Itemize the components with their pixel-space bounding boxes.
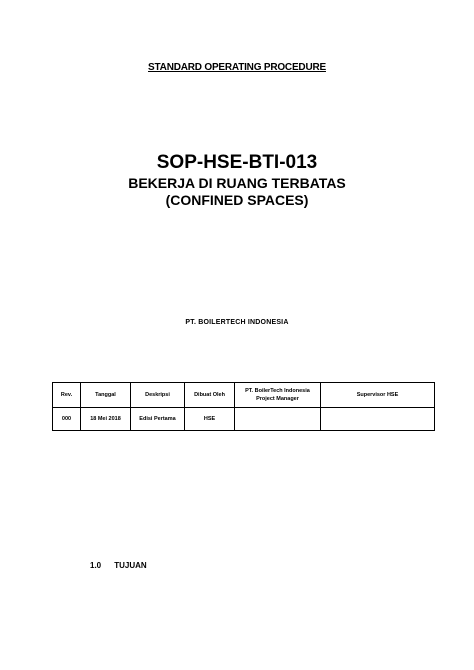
document-code: SOP-HSE-BTI-013 [156, 152, 318, 173]
header-supervisor: Supervisor HSE [321, 383, 435, 408]
header-project-manager [235, 383, 321, 408]
cell-deskripsi: Edisi Pertama [131, 408, 185, 431]
document-heading: STANDARD OPERATING PROCEDURE [148, 62, 326, 73]
table-row [53, 408, 435, 431]
header-dibuat-oleh: Dibuat Oleh [185, 383, 235, 408]
cell-project-manager [235, 408, 321, 431]
document-title-line2: (CONFINED SPACES) [165, 192, 309, 208]
revision-table-header [53, 383, 435, 408]
document-title-line1: BEKERJA DI RUANG TERBATAS [128, 175, 346, 191]
revision-table [52, 382, 435, 431]
cell-supervisor [321, 408, 435, 431]
header-tanggal: Tanggal [81, 383, 131, 408]
header-deskripsi: Deskripsi [131, 383, 185, 408]
section-number: 1.0 [90, 561, 102, 570]
cell-tanggal: 18 Mei 2018 [81, 408, 131, 431]
cell-dibuat-oleh: HSE [185, 408, 235, 431]
company-name: PT. BOILERTECH INDONESIA [185, 319, 289, 326]
section-title: TUJUAN [114, 561, 147, 570]
header-pm-role: Project Manager [256, 396, 299, 402]
cell-rev: 000 [53, 408, 81, 431]
header-pm-company: PT. BoilerTech Indonesia [245, 388, 310, 394]
header-rev: Rev. [53, 383, 81, 408]
section-heading [90, 561, 147, 570]
